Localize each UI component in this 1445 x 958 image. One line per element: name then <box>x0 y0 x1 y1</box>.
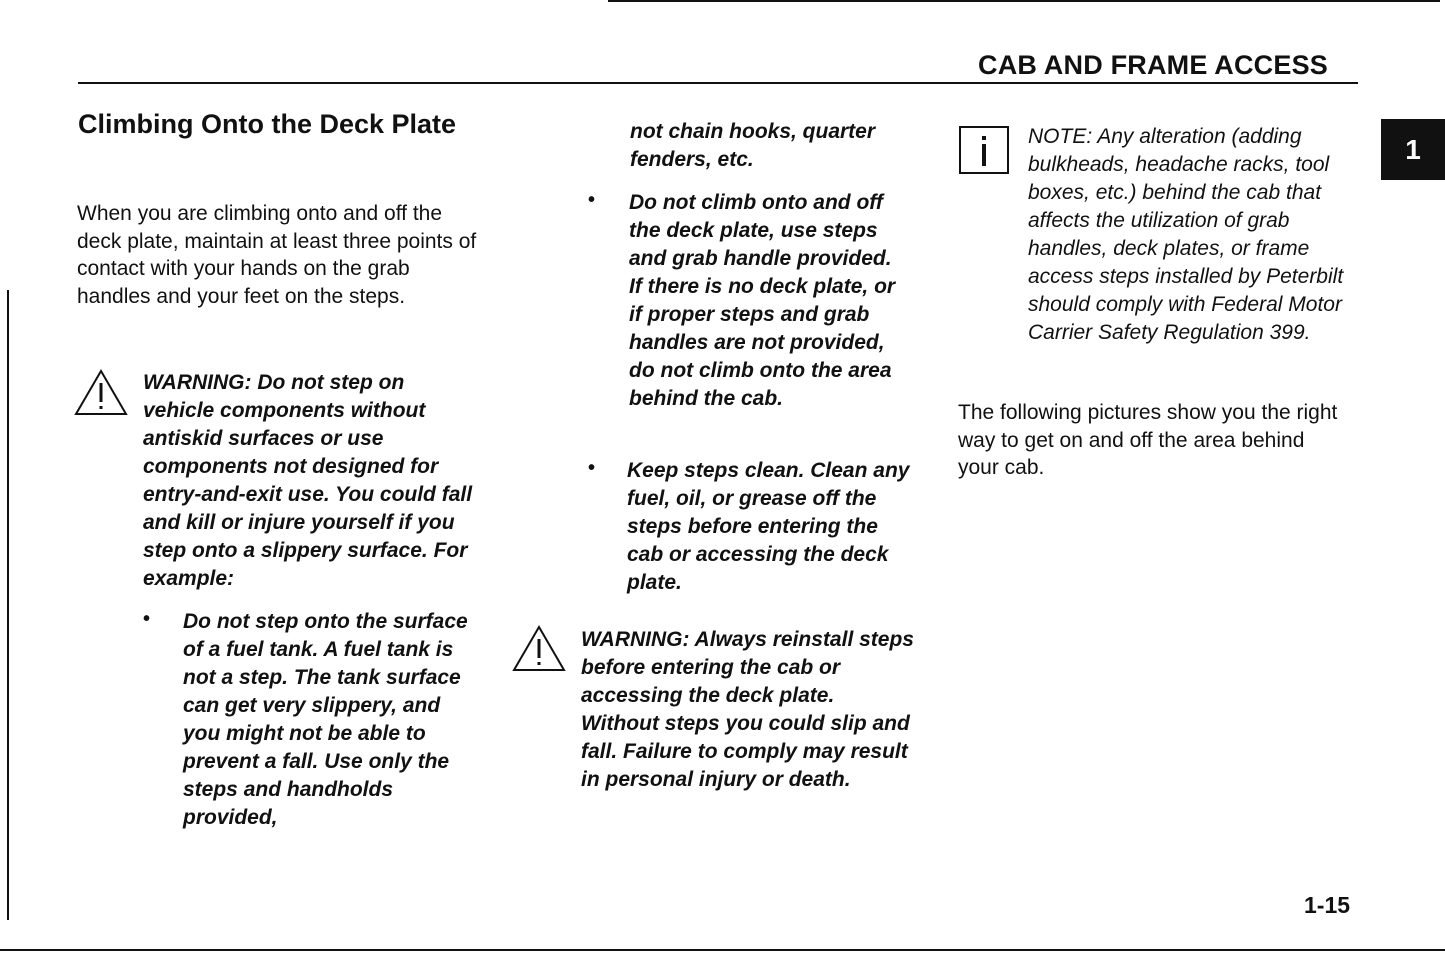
note-alteration: NOTE: Any alteration (adding bulkheads, headache racks, tool boxes, etc.) behind the cab that affects the utilization of grab handles, deck plates, or frame access steps installed by Peterbilt should comply with Federal Motor Carrier Safety Regulation 399. <box>1028 125 1344 344</box>
info-icon <box>959 126 1009 174</box>
chapter-tab: 1 <box>1381 119 1445 180</box>
bullet-dot: • <box>588 189 596 211</box>
page-number: 1-15 <box>1304 892 1351 918</box>
bullet-dot: • <box>588 457 596 479</box>
bullet-fuel-tank: Do not step onto the surface of a fuel tank. A fuel tank is not a step. The tank surface can get very slippery, and you might not be able to prevent a fall. Use only the steps and handholds provided, <box>183 610 468 829</box>
warning-fuel-tank: WARNING: Do not step on vehicle components without antiskid surfaces or use components not designed for entry-and-exit use. You could fall and kill or injure yourself if you step onto a slippery surface. For example: <box>143 371 473 590</box>
intro-paragraph: When you are climbing onto and off the deck plate, maintain at least three points of contact with your hands on the grab handles and your feet on the steps. <box>77 202 477 308</box>
pictures-paragraph: The following pictures show you the right way to get on and off the area behind your cab. <box>958 401 1338 479</box>
warning-triangle-icon <box>512 624 566 672</box>
bullet-keep-steps-clean: Keep steps clean. Clean any fuel, oil, or grease off the steps before entering the cab or accessing the deck plate. <box>627 459 910 594</box>
warning-triangle-icon <box>74 368 128 416</box>
bullet-continuation: not chain hooks, quarter fenders, etc. <box>630 120 876 171</box>
header-rule <box>78 82 1358 84</box>
footer-rule <box>0 949 1445 951</box>
page-heading: Climbing Onto the Deck Plate <box>78 109 457 139</box>
left-scan-edge <box>7 290 9 920</box>
bullet-deck-plate: Do not climb onto and off the deck plate, use steps and grab handle provided. If there is no deck plate, or if proper steps and grab handles are not provided, do not climb onto the area behind the cab. <box>629 191 896 410</box>
bullet-dot: • <box>143 608 151 630</box>
warning-reinstall-steps: WARNING: Always reinstall steps before entering the cab or accessing the deck plate. Without steps you could slip and fall. Failure to comply may result in personal injury or death. <box>581 628 914 791</box>
section-title: CAB AND FRAME ACCESS <box>978 50 1329 80</box>
top-scan-line <box>608 0 1440 2</box>
